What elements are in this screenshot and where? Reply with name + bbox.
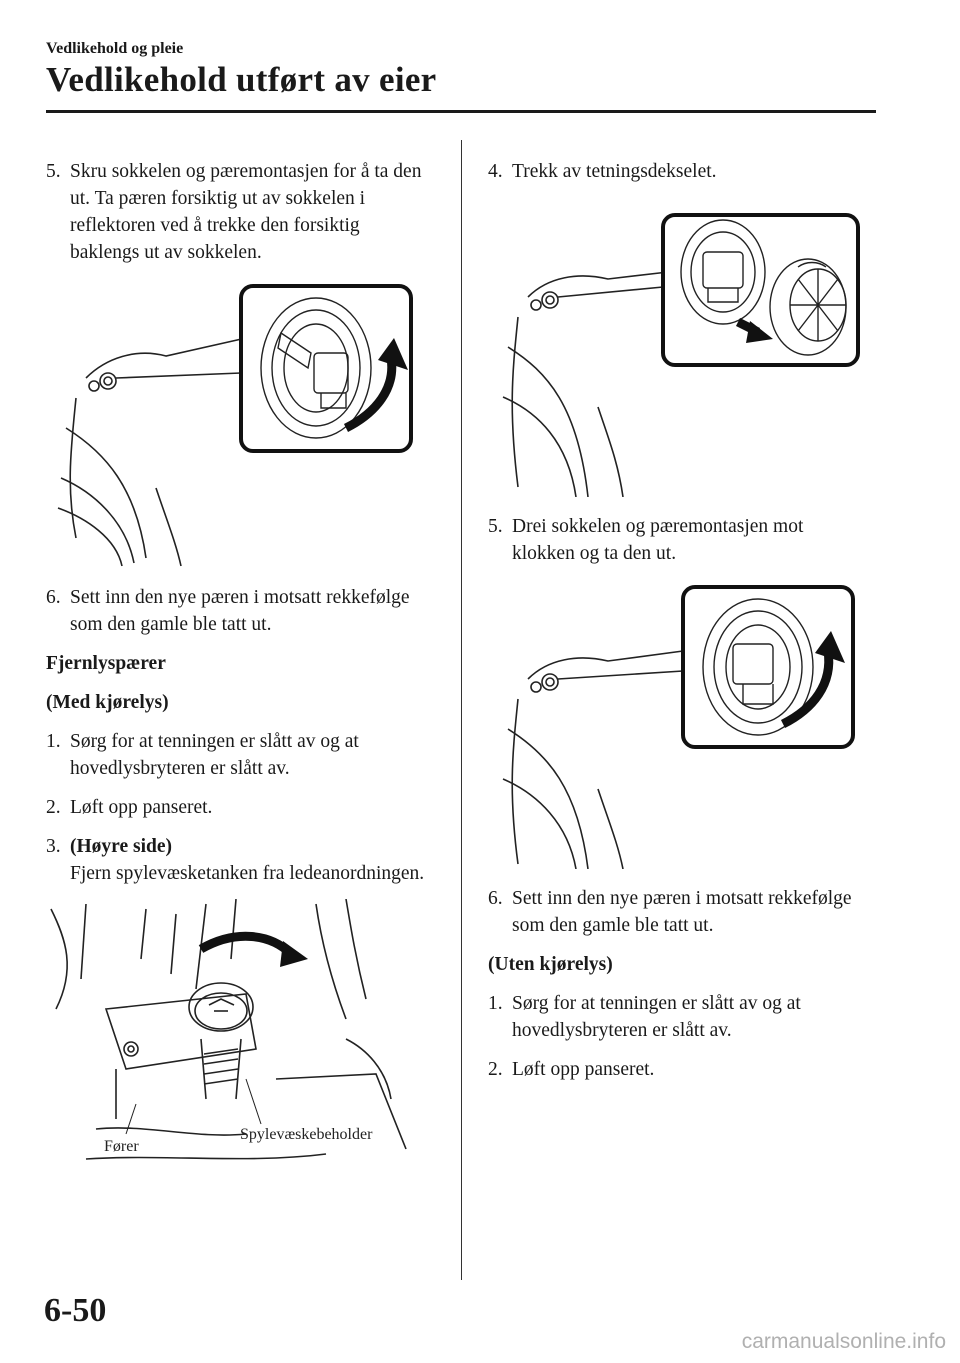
washer-tank-illustration	[46, 899, 426, 1189]
right-column	[488, 158, 868, 1095]
step-text: Sørg for at tenningen er slått av og at hovedlysbryteren er slått av.	[70, 731, 359, 779]
right-step-6	[488, 885, 868, 939]
step-number: 3.	[46, 836, 61, 857]
watermark: carmanualsonline.info	[741, 1330, 946, 1353]
step-content	[70, 833, 426, 887]
step-bold-label: (Høyre side)	[70, 836, 172, 857]
page-number: 6-50	[44, 1292, 107, 1329]
page-title: Vedlikehold utført av eier	[46, 60, 437, 99]
washer-tank-label: Spylevæskebeholder	[240, 1126, 373, 1143]
right-step-5	[488, 513, 868, 567]
step-number: 1.	[488, 993, 503, 1014]
socket-rotate-illustration	[488, 579, 868, 869]
step-number: 4.	[488, 161, 503, 182]
step-text: Fjern spylevæsketanken fra ledeanordningen.	[70, 863, 425, 884]
left-step-1	[46, 728, 426, 782]
step-text: Drei sokkelen og pæremontasjen mot klokken og ta den ut.	[512, 516, 804, 564]
step-number: 2.	[46, 797, 61, 818]
left-column	[46, 158, 426, 1205]
left-step-3	[46, 833, 426, 887]
right-step-1	[488, 990, 868, 1044]
subheading: (Uten kjørelys)	[488, 954, 613, 975]
driver-label: Fører	[104, 1138, 139, 1155]
section-label: Vedlikehold og pleie	[46, 40, 184, 57]
step-text: Sett inn den nye pæren i motsatt rekkefølge som den gamle ble tatt ut.	[70, 587, 410, 635]
step-number: 5.	[46, 161, 61, 182]
bulb-socket-removal-illustration	[46, 278, 426, 568]
right-step-2	[488, 1056, 868, 1083]
left-step-2	[46, 794, 426, 821]
step-number: 6.	[488, 888, 503, 909]
column-divider	[461, 140, 462, 1280]
step-text: Sett inn den nye pæren i motsatt rekkefølge som den gamle ble tatt ut.	[512, 888, 852, 936]
step-number: 1.	[46, 731, 61, 752]
step-text: Sørg for at tenningen er slått av og at hovedlysbryteren er slått av.	[512, 993, 801, 1041]
right-step-4	[488, 158, 868, 185]
step-number: 6.	[46, 587, 61, 608]
left-step-5	[46, 158, 426, 266]
step-text: Løft opp panseret.	[70, 797, 213, 818]
step-text: Skru sokkelen og pæremontasjen for å ta den ut. Ta pæren forsiktig ut av sokkelen i reflektoren ved å trekke den forsiktig baklengs ut av sokkelen.	[70, 161, 422, 263]
section-heading: Fjernlyspærer	[46, 653, 166, 674]
step-number: 5.	[488, 516, 503, 537]
step-text: Trekk av tetningsdekselet.	[512, 161, 717, 182]
title-rule	[46, 110, 876, 113]
seal-cover-removal-illustration	[488, 197, 868, 497]
subheading: (Med kjørelys)	[46, 692, 169, 713]
step-number: 2.	[488, 1059, 503, 1080]
step-text: Løft opp panseret.	[512, 1059, 655, 1080]
left-step-6	[46, 584, 426, 638]
